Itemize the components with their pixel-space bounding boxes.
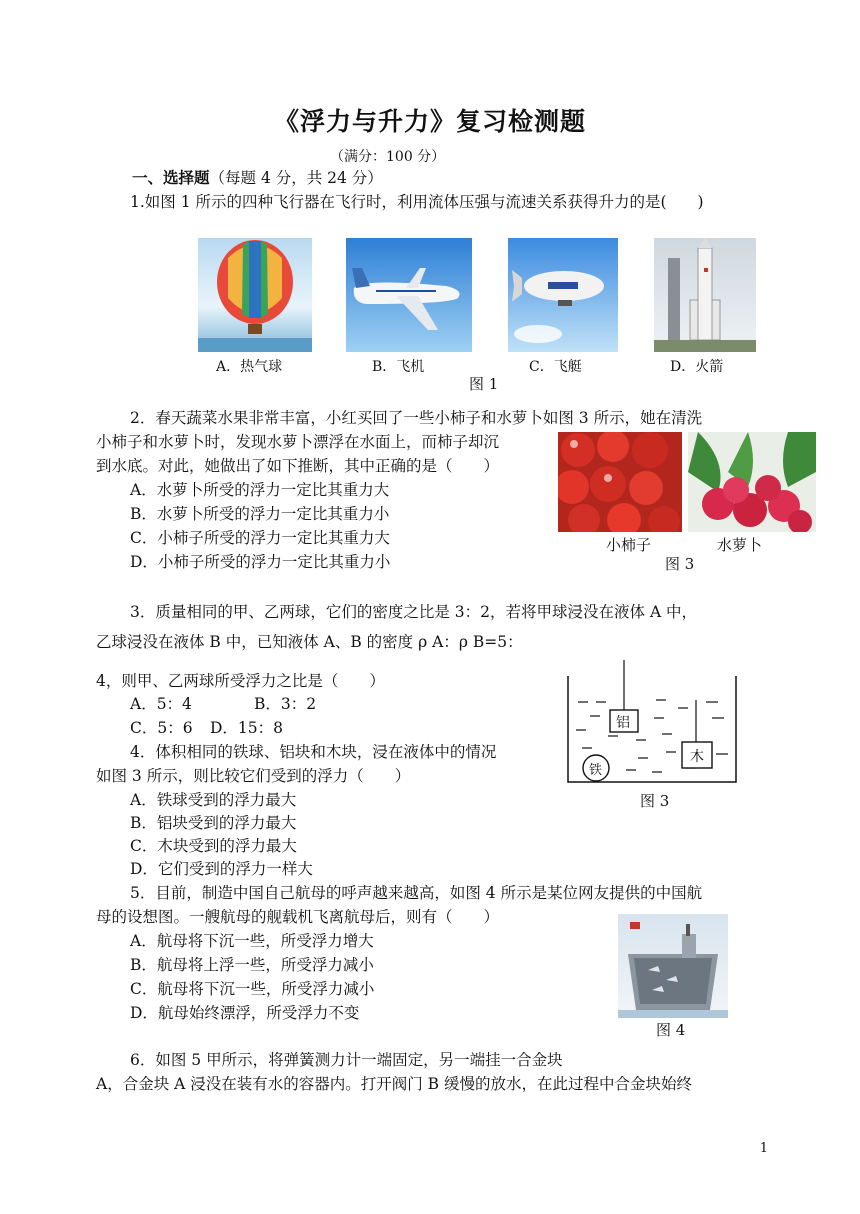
section-title: 一、选择题 <box>132 168 210 187</box>
q4-line-2: 如图 3 所示，则比较它们受到的浮力（ ） <box>96 767 411 785</box>
q2-option-d: D．小柿子所受的浮力一定比其重力小 <box>130 553 391 571</box>
page-number: 1 <box>759 1141 768 1156</box>
q5-option-c: C．航母将下沉一些，所受浮力减小 <box>130 980 375 998</box>
q2-option-a: A．水萝卜所受的浮力一定比其重力大 <box>130 481 390 499</box>
page-title: 《浮力与升力》复习检测题 <box>273 107 586 136</box>
q4-line-1: 4．体积相同的铁球、铝块和木块，浸在液体中的情况 <box>130 743 497 761</box>
q2-line-3: 到水底。对此，她做出了如下推断，其中正确的是（ ） <box>96 457 500 475</box>
hot-air-balloon-image <box>198 238 312 352</box>
q3-option-b: B．3：2 <box>254 695 317 713</box>
q3-option-a: A．5：4 <box>130 695 192 713</box>
q3-option-c: C．5：6 <box>130 719 193 737</box>
q1-option-b: B．飞机 <box>372 359 425 375</box>
q2-option-b: B．水萝卜所受的浮力一定比其重力小 <box>130 505 390 523</box>
q1-option-a: A．热气球 <box>216 359 283 375</box>
figure-1-caption: 图 1 <box>469 375 499 393</box>
q6-line-2: A，合金块 A 浸没在装有水的容器内。打开阀门 B 缓慢的放水，在此过程中合金块始终 <box>96 1075 692 1093</box>
figure-3b-caption: 图 3 <box>640 792 670 810</box>
radish-label: 水萝卜 <box>717 536 763 554</box>
q5-option-d: D．航母始终漂浮，所受浮力不变 <box>130 1004 360 1022</box>
tomato-image <box>558 432 682 532</box>
rocket-image <box>654 238 756 352</box>
q5-option-b: B．航母将上浮一些，所受浮力减小 <box>130 956 374 974</box>
q2-option-c: C．小柿子所受的浮力一定比其重力大 <box>130 529 390 547</box>
q4-option-b: B．铝块受到的浮力最大 <box>130 814 297 832</box>
wood-block-label: 木 <box>690 749 704 765</box>
q1-option-c: C．飞艇 <box>529 359 582 375</box>
q4-option-d: D．它们受到的浮力一样大 <box>130 860 313 878</box>
q3-line-3: 4，则甲、乙两球所受浮力之比是（ ） <box>96 672 385 690</box>
q4-option-c: C．木块受到的浮力最大 <box>130 837 297 855</box>
section-note: （每题 4 分，共 24 分） <box>209 169 383 187</box>
q2-line-2: 小柿子和水萝卜时，发现水萝卜漂浮在水面上，而柿子却沉 <box>96 433 500 451</box>
aircraft-carrier-image <box>618 914 728 1018</box>
score-note: （满分：100 分） <box>330 149 446 165</box>
iron-ball-label: 铁 <box>589 763 603 778</box>
q5-line-1: 5．目前，制造中国自己航母的呼声越来越高，如图 4 所示是某位网友提供的中国航 <box>130 884 703 902</box>
q1-stem: 1.如图 1 所示的四种飞行器在飞行时，利用流体压强与流速关系获得升力的是( ) <box>130 193 704 211</box>
tomato-label: 小柿子 <box>606 536 652 554</box>
figure-4-caption: 图 4 <box>656 1021 686 1039</box>
airship-image <box>508 238 618 352</box>
q2-line-1: 2．春天蔬菜水果非常丰富，小红买回了一些小柿子和水萝卜如图 3 所示，她在清洗 <box>130 409 703 427</box>
figure-3-caption: 图 3 <box>665 555 695 573</box>
section-heading <box>132 168 383 188</box>
q3-line-2: 乙球浸没在液体 B 中，已知液体 A、B 的密度 ρ A：ρ B=5： <box>96 633 523 651</box>
q5-option-a: A．航母将下沉一些，所受浮力增大 <box>130 932 374 950</box>
buoyancy-diagram <box>566 660 738 784</box>
airplane-image <box>346 238 472 352</box>
q4-option-a: A．铁球受到的浮力最大 <box>130 791 297 809</box>
q1-option-d: D．火箭 <box>670 359 724 375</box>
q3-line-1: 3．质量相同的甲、乙两球，它们的密度之比是 3：2，若将甲球浸没在液体 A 中， <box>130 603 698 621</box>
q5-line-2: 母的设想图。一艘航母的舰载机飞离航母后，则有（ ） <box>96 908 500 926</box>
radish-image <box>688 432 816 532</box>
q3-option-d: D．15：8 <box>210 719 284 737</box>
aluminum-block-label: 铝 <box>616 715 630 731</box>
q6-line-1: 6．如图 5 甲所示，将弹簧测力计一端固定，另一端挂一合金块 <box>130 1051 563 1069</box>
